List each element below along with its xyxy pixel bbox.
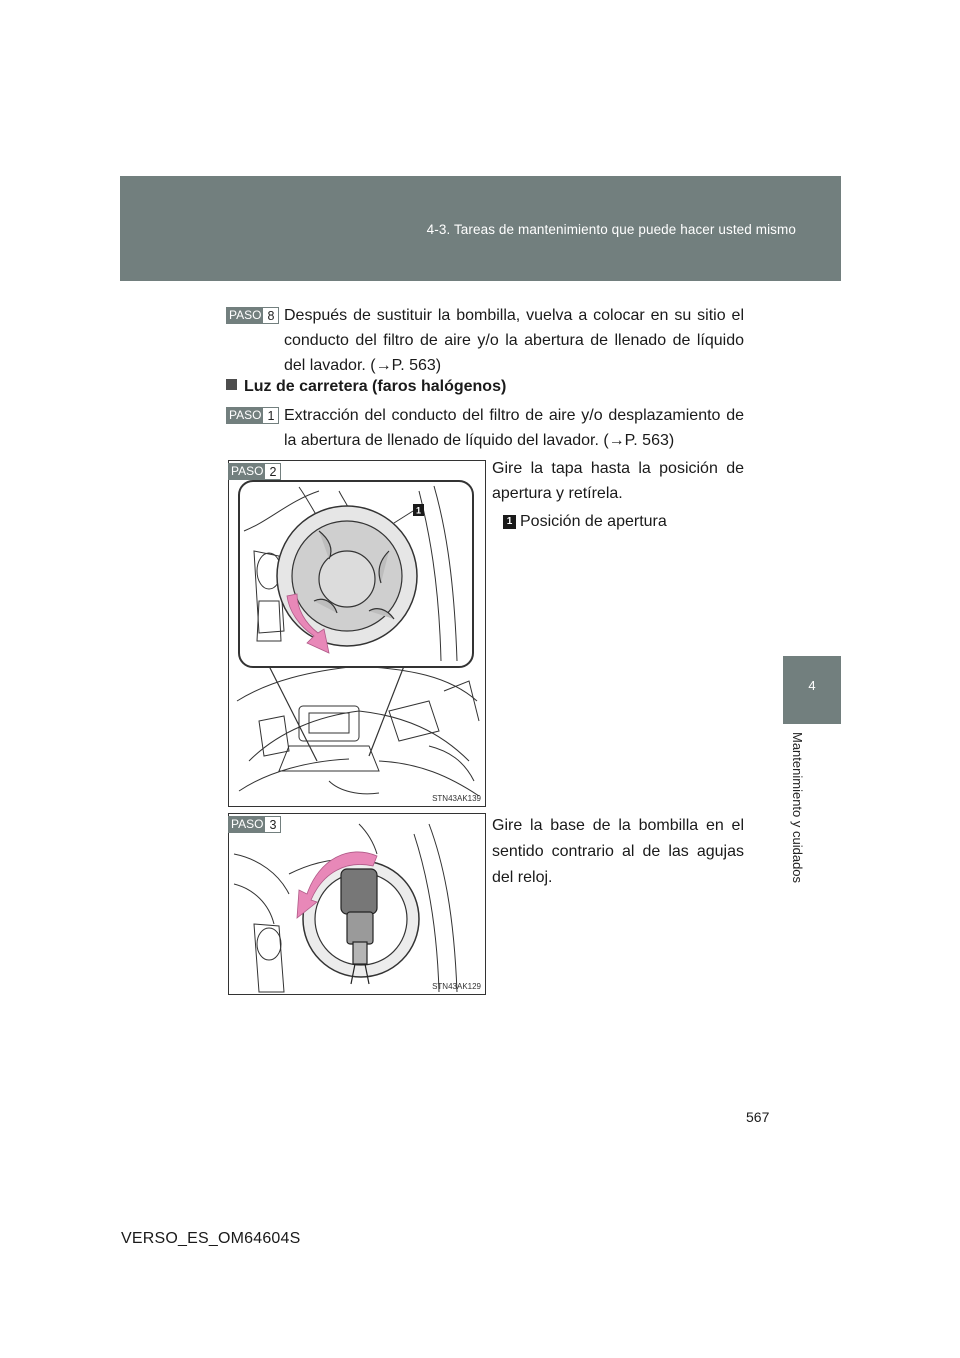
step-2-text: Gire la tapa hasta la posición de apertura y retírela. [492, 460, 744, 502]
step-tag: PASO [226, 407, 263, 424]
figure-step-3 [228, 813, 486, 995]
document-code: VERSO_ES_OM64604S [121, 1230, 301, 1247]
step-number: 2 [265, 463, 281, 480]
legend-number: 1 [503, 515, 516, 529]
chapter-side-label: Mantenimiento y cuidados [790, 732, 805, 884]
bulb-base-illustration [229, 814, 485, 994]
step-tag: PASO [226, 307, 263, 324]
step-1-badge [226, 407, 279, 424]
step-3-badge [228, 816, 281, 833]
figure-step-2 [228, 460, 486, 807]
step-number: 3 [265, 816, 281, 833]
step-2-badge [228, 463, 281, 480]
step-number: 1 [263, 407, 279, 424]
callout-number: 1 [415, 505, 422, 516]
step-1-text: Extracción del conducto del filtro de aire y/o desplazamiento de la abertura de llenado de líquido del lavador. (→P. 563) [284, 407, 744, 449]
square-bullet-icon [226, 379, 237, 390]
page-number: 567 [746, 1109, 770, 1125]
figure-code: STN43AK139 [432, 794, 481, 803]
section-heading [226, 378, 506, 396]
headlight-cap-illustration [229, 461, 485, 806]
legend-text: Posición de apertura [520, 513, 667, 530]
step-8-text: Después de sustituir la bombilla, vuelva a colocar en su sitio el conducto del filtro de aire y/o la abertura de llenado de líquido del lavador. (→P. 563) [284, 307, 744, 374]
chapter-header-band [120, 176, 841, 281]
figure-code: STN43AK129 [432, 982, 481, 991]
step-3-text: Gire la base de la bombilla en el sentido contrario al de las agujas del reloj. [492, 817, 744, 886]
step-tag: PASO [228, 463, 265, 480]
legend-item [503, 513, 667, 531]
section-heading-text: Luz de carretera (faros halógenos) [244, 378, 507, 395]
step-number: 8 [263, 307, 279, 324]
step-8-badge [226, 307, 279, 324]
step-tag: PASO [228, 816, 265, 833]
chapter-number: 4 [808, 678, 816, 693]
chapter-side-tab [783, 656, 841, 724]
chapter-title: 4-3. Tareas de mantenimiento que puede hacer usted mismo [426, 222, 796, 237]
